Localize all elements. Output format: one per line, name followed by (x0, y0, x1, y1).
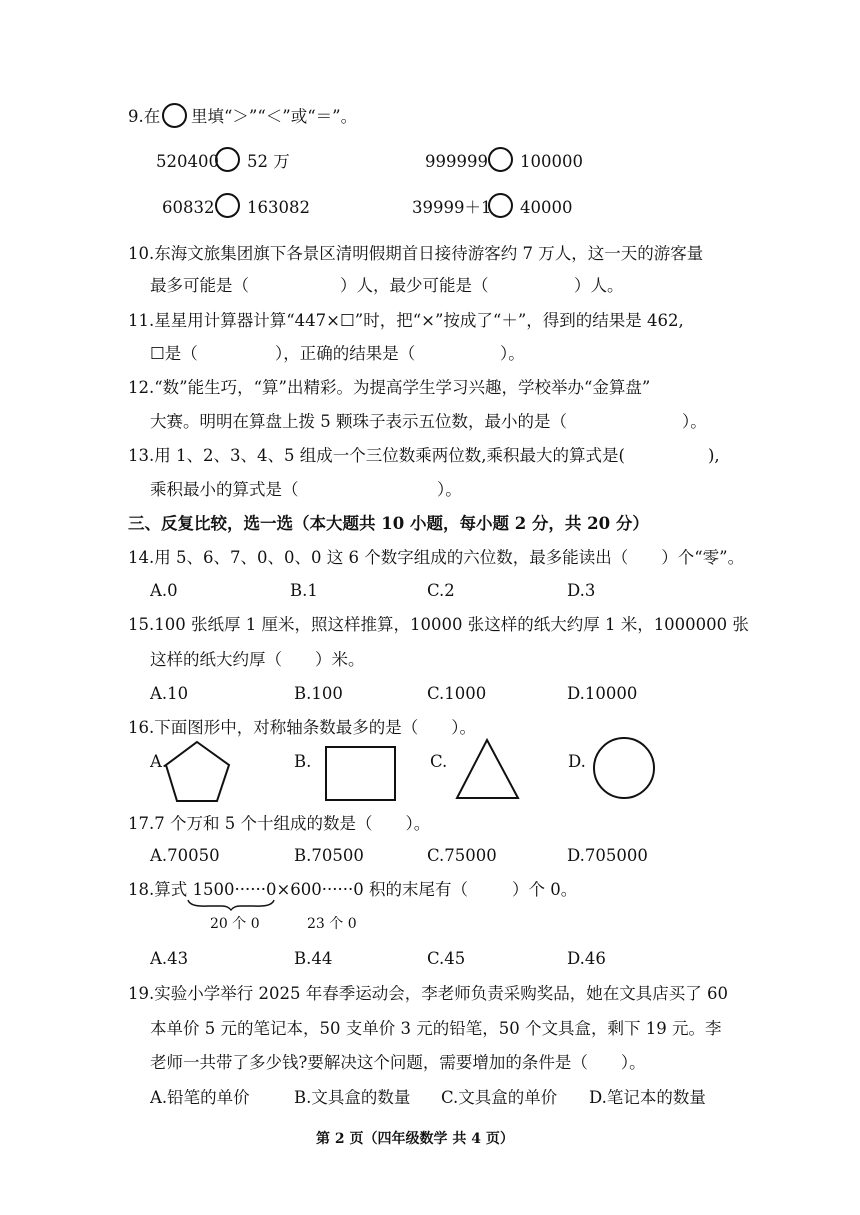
section-heading: 三、反复比较，选一选（本大题共 10 小题，每小题 2 分，共 20 分） (128, 514, 649, 533)
q14-stem: 14.用 5、6、7、0、0、0 这 6 个数字组成的六位数，最多能读出（ ）个“零”。 (128, 548, 745, 567)
q9-item4-circle[interactable] (488, 193, 513, 218)
triangle-shape (456, 738, 520, 800)
q9-item3-circle[interactable] (215, 193, 240, 218)
q12-line2a: 大赛。明明在算盘上拨 5 颗珠子表示五位数，最小的是（ (150, 412, 567, 431)
q9-item2-left: 999999 (425, 152, 488, 171)
q9-item3-left: 60832 (162, 198, 215, 217)
q18-note-20: 20 个 0 (210, 916, 260, 932)
q10-line2c: ）人。 (574, 276, 624, 295)
circle-shape (592, 736, 656, 800)
q9-item2-right: 100000 (520, 152, 583, 171)
q19-line1: 19.实验小学举行 2025 年春季运动会，李老师负责采购奖品，她在文具店买了 60 (128, 984, 728, 1003)
q9-item1-right: 52 万 (247, 152, 290, 171)
q15-line2: 这样的纸大约厚（ ）米。 (150, 650, 365, 669)
page-footer: 第 2 页（四年级数学 共 4 页） (316, 1131, 514, 1147)
q12-line2b: ）。 (682, 412, 707, 431)
q13-line1a: 13.用 1、2、3、4、5 组成一个三位数乘两位数,乘积最大的算式是( (128, 446, 625, 465)
q9-title-post: 里填“＞”“＜”或“＝”。 (191, 107, 358, 126)
q17-option-b[interactable]: B.70500 (294, 846, 364, 865)
q12-line1: 12.“数”能生巧，“算”出精彩。为提高学生学习兴趣，学校举办“金算盘” (128, 378, 651, 397)
q17-stem: 17.7 个万和 5 个十组成的数是（ ）。 (128, 814, 431, 833)
q18-note-23: 23 个 0 (307, 916, 357, 932)
q9-title-pre: 9.在 (128, 107, 161, 126)
q15-option-c[interactable]: C.1000 (427, 684, 487, 703)
q9-item1-left: 520400 (156, 152, 219, 171)
q13-line2a: 乘积最小的算式是（ (150, 480, 299, 499)
q18-option-b[interactable]: B.44 (294, 949, 333, 968)
q9-item3-right: 163082 (247, 198, 310, 217)
q18-option-a[interactable]: A.43 (150, 949, 189, 968)
q14-option-c[interactable]: C.2 (427, 581, 455, 600)
q17-option-a[interactable]: A.70050 (150, 846, 220, 865)
q18-option-d[interactable]: D.46 (567, 949, 606, 968)
q15-option-b[interactable]: B.100 (294, 684, 343, 703)
q18-stem-a: 18.算式 1500······0×600······0 积的末尾有（ (128, 880, 468, 899)
q15-option-d[interactable]: D.10000 (567, 684, 638, 703)
q11-line2a: ☐是（ (150, 344, 198, 363)
q14-option-d[interactable]: D.3 (567, 581, 596, 600)
q11-line2b: ），正确的结果是（ (275, 344, 416, 363)
q9-item1-circle[interactable] (215, 147, 240, 172)
q9-item2-circle[interactable] (488, 147, 513, 172)
q9-item4-right: 40000 (520, 198, 573, 217)
q10-line2b: ）人，最少可能是（ (340, 276, 489, 295)
blank-circle (162, 103, 187, 128)
q16-option-c[interactable]: C. (430, 752, 448, 771)
q16-option-d[interactable]: D. (568, 752, 586, 771)
q16-stem: 16.下面图形中，对称轴条数最多的是（ ）。 (128, 718, 476, 737)
q11-line2c: ）。 (500, 344, 525, 363)
q19-line2: 本单价 5 元的笔记本，50 支单价 3 元的铅笔，50 个文具盒，剩下 19 元。李 (150, 1019, 722, 1038)
q17-option-d[interactable]: D.705000 (567, 846, 648, 865)
q10-line2a: 最多可能是（ (150, 276, 249, 295)
q15-option-a[interactable]: A.10 (150, 684, 189, 703)
q15-line1: 15.100 张纸厚 1 厘米，照这样推算，10000 张这样的纸大约厚 1 米，1000000 张 (128, 615, 749, 634)
q19-option-b[interactable]: B.文具盒的数量 (294, 1088, 411, 1107)
q19-option-c[interactable]: C.文具盒的单价 (441, 1088, 558, 1107)
q13-line1b: ), (708, 446, 720, 465)
q16-option-b[interactable]: B. (294, 752, 312, 771)
q13-line2b: ）。 (437, 480, 462, 499)
q19-option-d[interactable]: D.笔记本的数量 (589, 1088, 706, 1107)
q16-option-a[interactable]: A. (150, 752, 168, 771)
q19-line3: 老师一共带了多少钱?要解决这个问题，需要增加的条件是（ ）。 (150, 1053, 646, 1072)
q14-option-a[interactable]: A.0 (150, 581, 178, 600)
q14-option-b[interactable]: B.1 (290, 581, 318, 600)
q10-line1: 10.东海文旅集团旗下各景区清明假期首日接待游客约 7 万人，这一天的游客量 (128, 244, 704, 263)
brace-underline (186, 898, 276, 912)
q11-line1: 11.星星用计算器计算“447×☐”时，把“×”按成了“＋”，得到的结果是 462, (128, 311, 684, 330)
pentagon-shape (164, 740, 232, 804)
q18-option-c[interactable]: C.45 (427, 949, 466, 968)
q19-option-a[interactable]: A.铅笔的单价 (150, 1088, 250, 1107)
q9-item4-left: 39999＋1 (412, 198, 492, 217)
q18-stem-b: ）个 0。 (512, 880, 578, 899)
rectangle-shape (325, 746, 397, 802)
q17-option-c[interactable]: C.75000 (427, 846, 497, 865)
